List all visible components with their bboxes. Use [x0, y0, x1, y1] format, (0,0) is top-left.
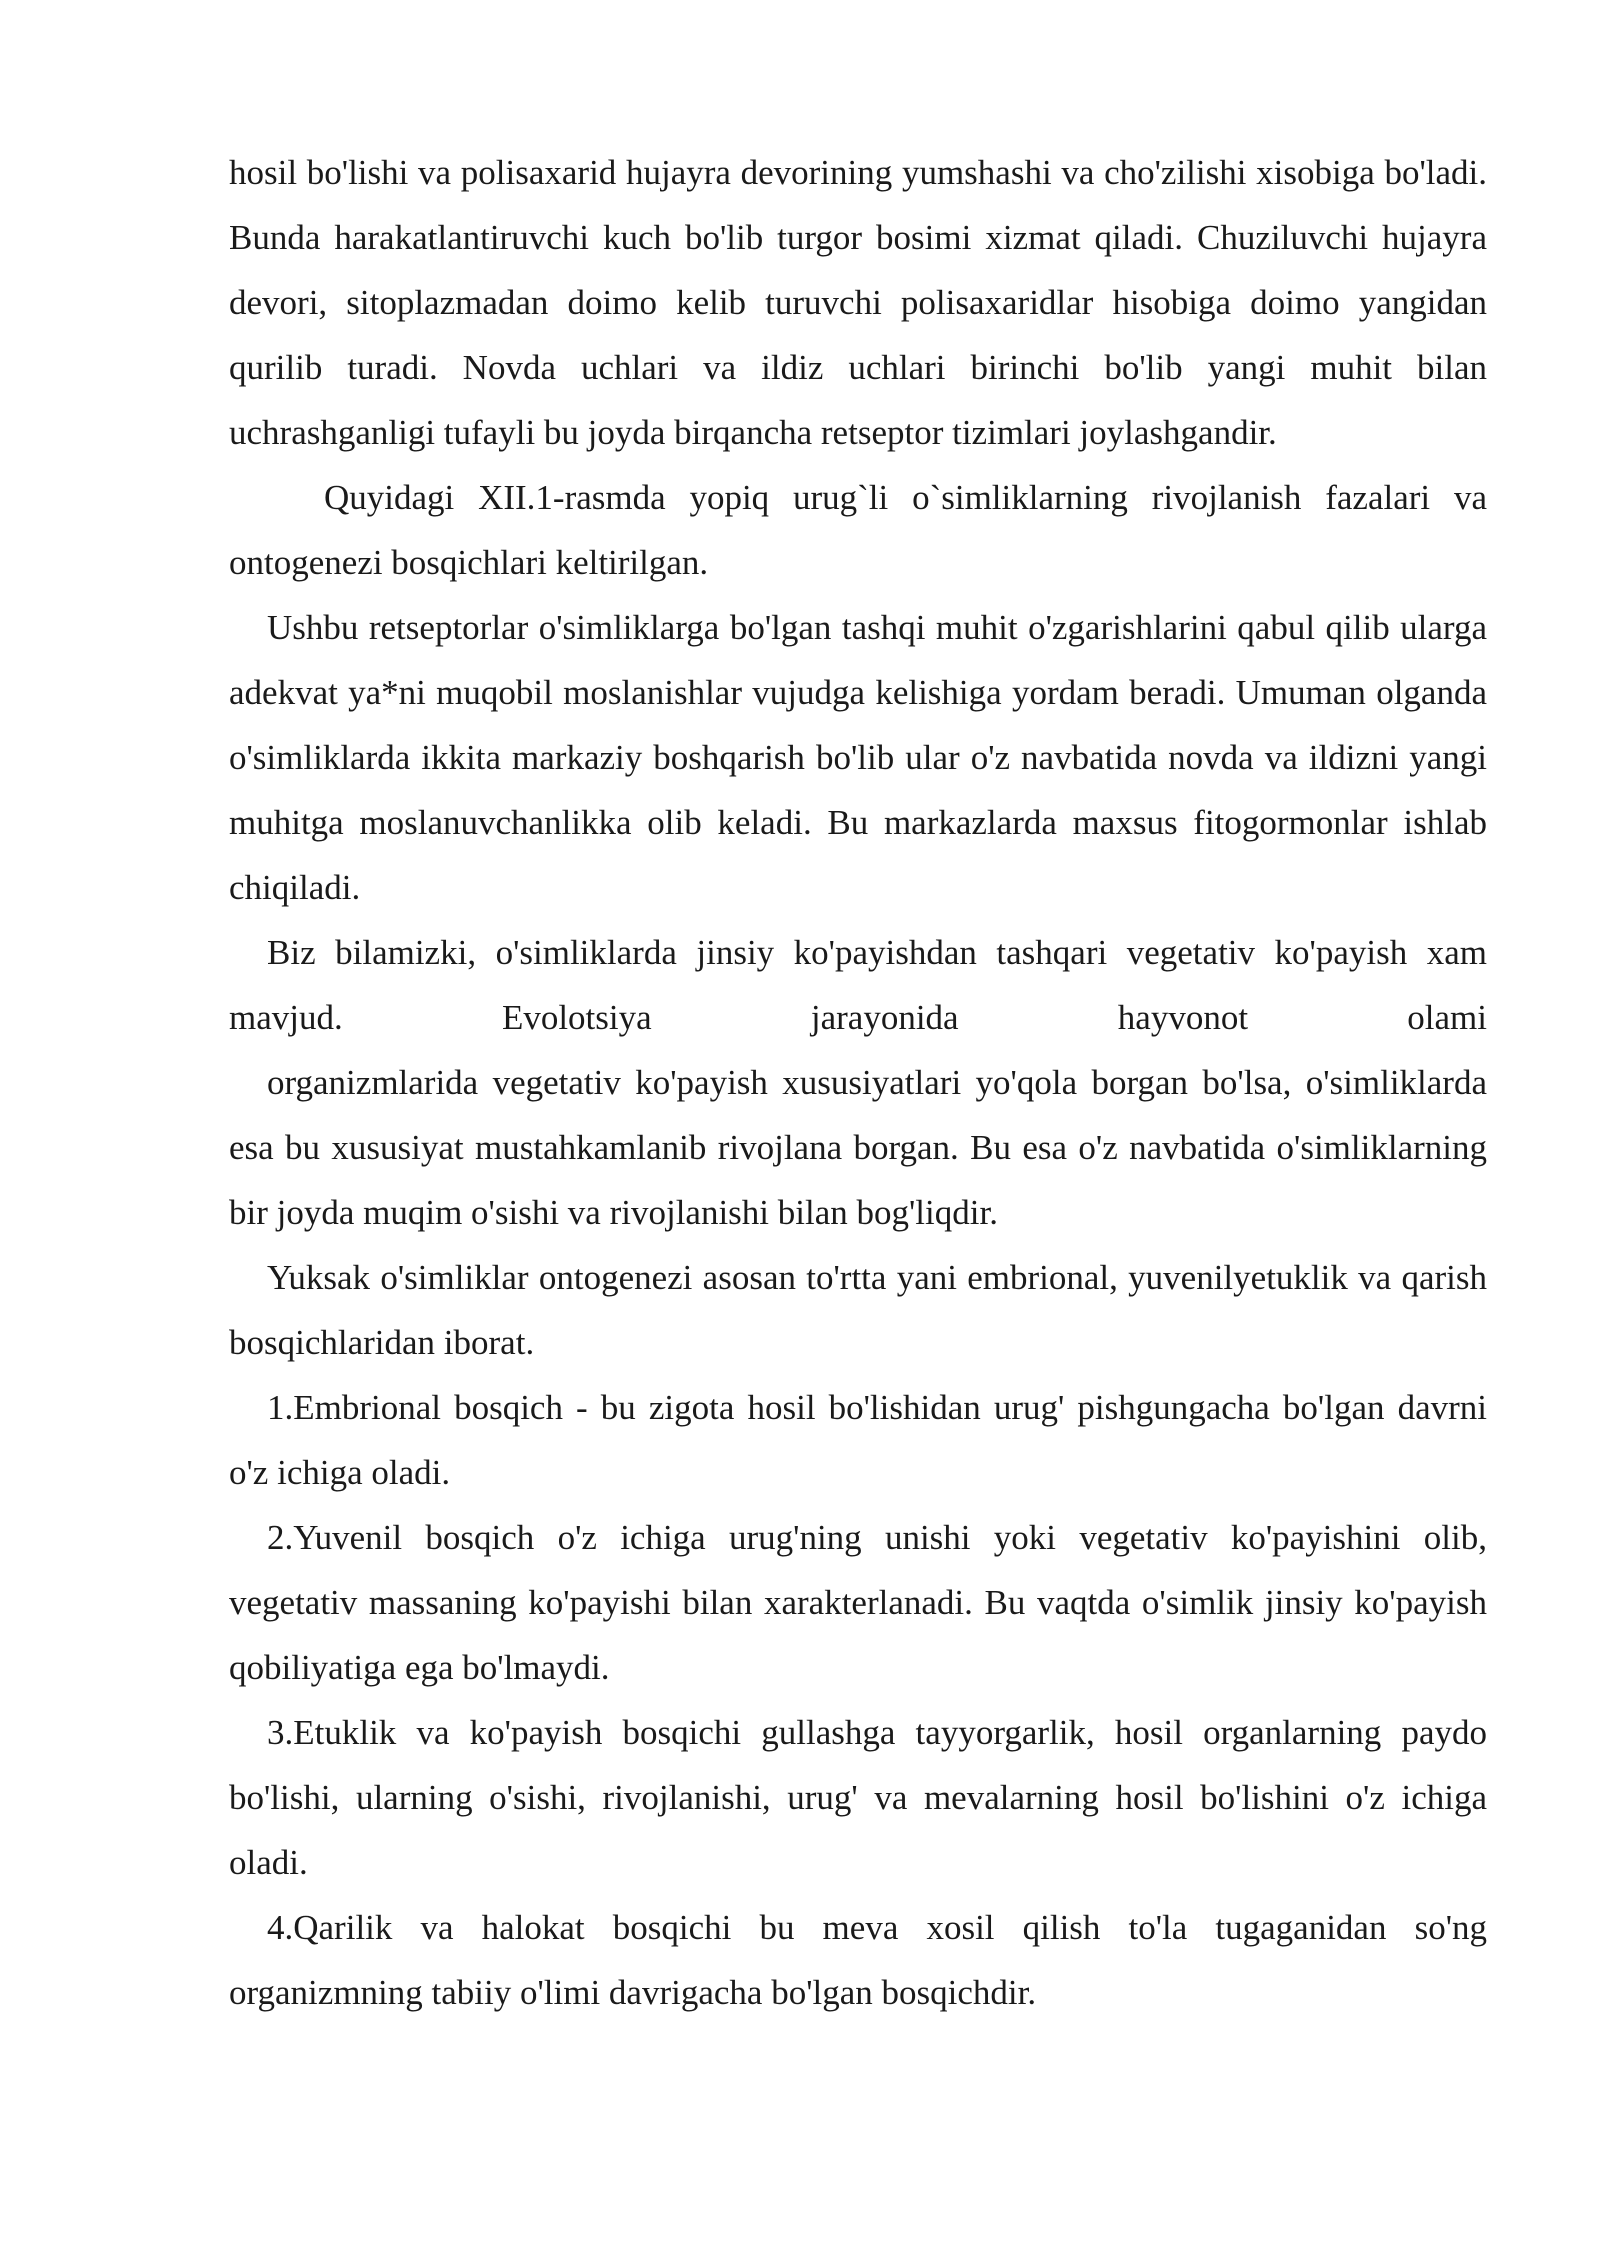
- paragraph-ontogeny-stages: Yuksak o'simliklar ontogenezi asosan to'rtta yani embrional, yuvenilyetuklik va qarish bosqichlaridan iborat.: [229, 1258, 1487, 1362]
- paragraph-receptors: Ushbu retseptorlar o'simliklarga bo'lgan tashqi muhit o'zgarishlarini qabul qilib ularga adekvat ya*ni muqobil moslanishlar vujudga kelishiga yordam beradi. Umuman olganda o'simliklarda ikkita markaziy boshqarish bo'lib ular o'z navbatida novda va ildizni yangi muhitga moslanuvchanlikka olib keladi. Bu markazlarda maxsus fitogormonlar ishlab chiqiladi.: [229, 608, 1487, 907]
- paragraph-vegetative-reproduction-start: Biz bilamizki, o'simliklarda jinsiy ko'payishdan tashqari vegetativ ko'payish xam mavjud. Evolotsiya jarayonida hayvonot olami: [229, 933, 1487, 1037]
- paragraph-juvenile-stage: 2.Yuvenil bosqich o'z ichiga urug'ning unishi yoki vegetativ ko'payishini olib, vegetativ massaning ko'payishi bilan xarakterlanadi. Bu vaqtda o'simlik jinsiy ko'payish qobiliyatiga ega bo'lmaydi.: [229, 1518, 1487, 1687]
- paragraph-figure-reference: Quyidagi XII.1-rasmda yopiq urug`li o`simliklarning rivojlanish fazalari va ontogenezi bosqichlari keltirilgan.: [229, 478, 1487, 582]
- paragraph-maturity-stage: 3.Etuklik va ko'payish bosqichi gullashga tayyorgarlik, hosil organlarning paydo bo'lishi, ularning o'sishi, rivojlanishi, urug' va mevalarning hosil bo'lishini o'z ichiga oladi.: [229, 1713, 1487, 1882]
- paragraph-cell-wall-growth: hosil bo'lishi va polisaxarid hujayra devorining yumshashi va cho'zilishi xisobiga bo'ladi. Bunda harakatlantiruvchi kuch bo'lib turgor bosimi xizmat qiladi. Chuziluvchi hujayra devori, sitoplazmadan doimo kelib turuvchi polisaxaridlar hisobiga doimo yangidan qurilib turadi. Novda uchlari va ildiz uchlari birinchi bo'lib yangi muhit bilan uchrashganligi tufayli bu joyda birqancha retseptor tizimlari joylashgandir.: [229, 153, 1487, 452]
- paragraph-senescence-stage: 4.Qarilik va halokat bosqichi bu meva xosil qilish to'la tugaganidan so'ng organizmning tabiiy o'limi davrigacha bo'lgan bosqichdir.: [229, 1908, 1487, 2012]
- document-page: [229, 140, 1487, 2025]
- paragraph-embryonic-stage: 1.Embrional bosqich - bu zigota hosil bo'lishidan urug' pishgungacha bo'lgan davrni o'z ichiga oladi.: [229, 1388, 1487, 1492]
- paragraph-vegetative-reproduction-end: organizmlarida vegetativ ko'payish xususiyatlari yo'qola borgan bo'lsa, o'simliklarda esa bu xususiyat mustahkamlanib rivojlana borgan. Bu esa o'z navbatida o'simliklarning bir joyda muqim o'sishi va rivojlanishi bilan bog'liqdir.: [229, 1063, 1487, 1232]
